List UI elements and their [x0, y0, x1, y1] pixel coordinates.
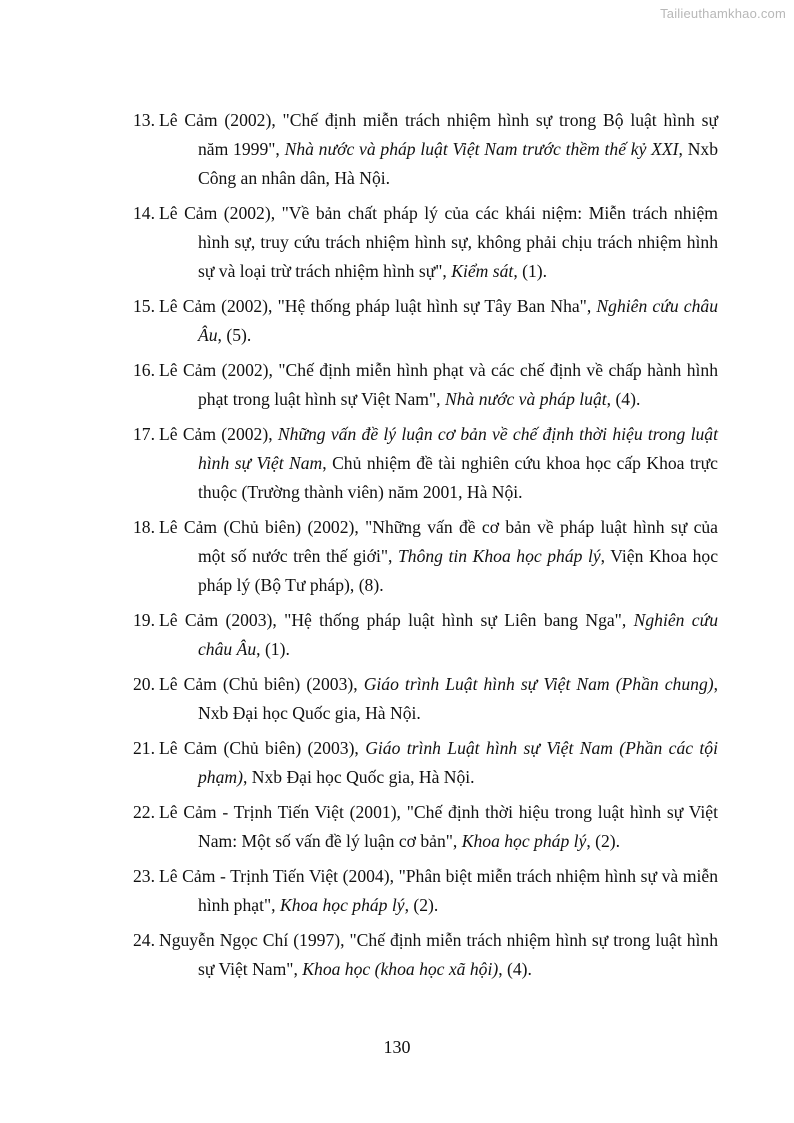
reference-number: 18. [133, 517, 155, 537]
reference-item [133, 513, 718, 600]
reference-text: , (2). [404, 895, 439, 915]
reference-text: Lê Cảm (Chủ biên) (2003), [159, 738, 366, 758]
reference-title-italic: Khoa học (khoa học xã hội) [302, 959, 499, 979]
reference-text: Lê Cảm (2002), "Chế định miễn trách nhiệm hình sự trong Bộ luật hình sự năm 1999", [159, 110, 718, 159]
reference-title-italic: Khoa học pháp lý [461, 831, 587, 851]
reference-text: Lê Cảm (2002), [159, 424, 278, 444]
reference-number: 22. [133, 802, 155, 822]
reference-item [133, 199, 718, 286]
reference-item [133, 420, 718, 507]
reference-text: , (1). [513, 261, 548, 281]
reference-text: Nguyễn Ngọc Chí (1997), "Chế định miễn trách nhiệm hình sự trong luật hình sự Việt Nam", [159, 930, 718, 979]
reference-text: Lê Cảm - Trịnh Tiến Việt (2001), "Chế định thời hiệu trong luật hình sự Việt Nam: Một số vấn đề lý luận cơ bản", [159, 802, 718, 851]
reference-item [133, 606, 718, 664]
reference-item [133, 292, 718, 350]
reference-text: , Viện Khoa học pháp lý (Bộ Tư pháp), (8). [198, 546, 719, 595]
reference-text: , Chủ nhiệm đề tài nghiên cứu khoa học cấp Khoa trực thuộc (Trường thành viên) năm 2001, Hà Nội. [198, 453, 718, 502]
reference-title-italic: Kiểm sát [451, 261, 514, 281]
reference-number: 23. [133, 866, 155, 886]
reference-text: , (5). [217, 325, 252, 345]
reference-number: 20. [133, 674, 155, 694]
reference-item [133, 862, 718, 920]
reference-text: Lê Cảm (2003), "Hệ thống pháp luật hình sự Liên bang Nga", [159, 610, 634, 630]
reference-text: , (4). [606, 389, 641, 409]
reference-item [133, 356, 718, 414]
reference-text: Lê Cảm (2002), "Về bản chất pháp lý của các khái niệm: Miễn trách nhiệm hình sự, truy cứu trách nhiệm hình sự, không phải chịu trách nhiệm hình sự và loại trừ trách nhiệm hình sự", [159, 203, 718, 281]
reference-text: , Nxb Công an nhân dân, Hà Nội. [198, 139, 718, 188]
reference-text: Lê Cảm (Chủ biên) (2003), [159, 674, 364, 694]
watermark: Tailieuthamkhao.com [660, 6, 786, 21]
reference-title-italic: Giáo trình Luật hình sự Việt Nam (Phần chung) [363, 674, 714, 694]
reference-title-italic: Những vấn đề lý luận cơ bản về chế định thời hiệu trong luật hình sự Việt Nam [198, 424, 718, 473]
reference-title-italic: Giáo trình Luật hình sự Việt Nam (Phần các tội phạm) [198, 738, 718, 787]
reference-text: , (2). [586, 831, 621, 851]
reference-number: 13. [133, 110, 155, 130]
reference-title-italic: Nhà nước và pháp luật [444, 389, 607, 409]
reference-title-italic: Nghiên cứu châu Âu [198, 610, 718, 659]
reference-title-italic: Nghiên cứu châu Âu [198, 296, 718, 345]
reference-text: , (1). [256, 639, 290, 659]
reference-text: , (4). [498, 959, 532, 979]
reference-item [133, 926, 718, 984]
reference-number: 24. [133, 930, 155, 950]
reference-text: Lê Cảm (2002), "Hệ thống pháp luật hình sự Tây Ban Nha", [159, 296, 597, 316]
reference-text: , Nxb Đại học Quốc gia, Hà Nội. [242, 767, 475, 787]
reference-number: 19. [133, 610, 155, 630]
reference-text: Lê Cảm (2002), "Chế định miễn hình phạt và các chế định về chấp hành hình phạt trong luật hình sự Việt Nam", [159, 360, 718, 409]
reference-text: Lê Cảm (Chủ biên) (2002), "Những vấn đề cơ bản về pháp luật hình sự của một số nước trên thế giới", [159, 517, 718, 566]
reference-item [133, 670, 718, 728]
reference-item [133, 106, 718, 193]
reference-item [133, 734, 718, 792]
reference-title-italic: Khoa học pháp lý [279, 895, 405, 915]
reference-number: 21. [133, 738, 155, 758]
reference-item [133, 798, 718, 856]
reference-number: 14. [133, 203, 155, 223]
reference-number: 16. [133, 360, 155, 380]
reference-text: , Nxb Đại học Quốc gia, Hà Nội. [198, 674, 719, 723]
reference-number: 15. [133, 296, 155, 316]
reference-list [133, 106, 718, 990]
reference-text: Lê Cảm - Trịnh Tiến Việt (2004), "Phân biệt miễn trách nhiệm hình sự và miễn hình phạt", [159, 866, 718, 915]
reference-title-italic: Thông tin Khoa học pháp lý [398, 546, 601, 566]
reference-title-italic: Nhà nước và pháp luật Việt Nam trước thềm thế kỷ XXI [284, 139, 679, 159]
reference-number: 17. [133, 424, 155, 444]
page-number: 130 [383, 1037, 411, 1057]
